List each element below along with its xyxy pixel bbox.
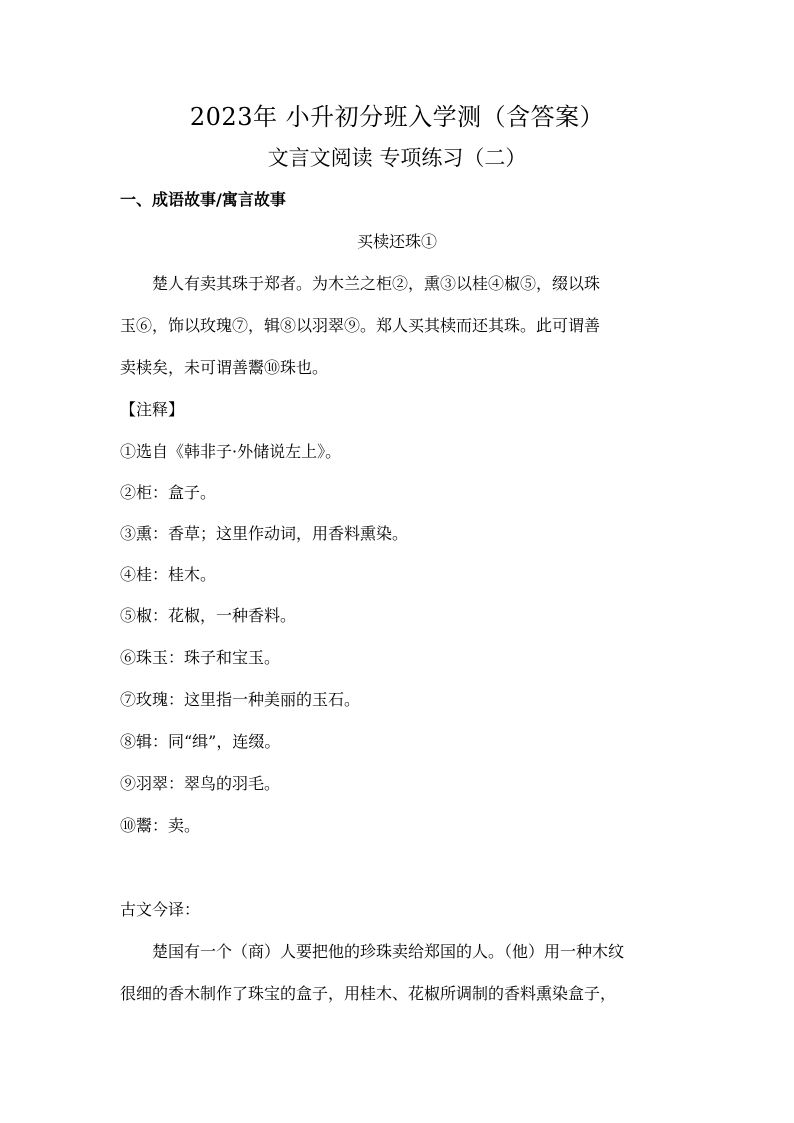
- translation-heading: 古文今译：: [120, 900, 201, 919]
- note-item: ④桂：桂木。: [120, 565, 217, 584]
- note-item: ⑨羽翠：翠鸟的羽毛。: [120, 774, 281, 793]
- story-line: 楚人有卖其珠于郑者。为木兰之柜②，熏③以桂④椒⑤，缀以珠: [152, 274, 601, 293]
- note-item: ⑧辑：同“缉”，连缀。: [120, 732, 281, 751]
- story-title: 买椟还珠①: [356, 232, 437, 251]
- note-item: ①选自《韩非子·外储说左上》。: [120, 442, 342, 461]
- translation-line: 楚国有一个（商）人要把他的珍珠卖给郑国的人。（他）用一种木纹: [152, 942, 625, 961]
- section-heading: 一、成语故事/寓言故事: [120, 190, 286, 209]
- story-line: 卖椟矣，未可谓善鬻⑩珠也。: [120, 358, 329, 377]
- translation-line: 很细的香木制作了珠宝的盒子，用桂木、花椒所调制的香料熏染盒子，: [120, 984, 617, 1003]
- page-title: 2023年 小升初分班入学测（含答案）: [189, 103, 605, 131]
- page-subtitle: 文言文阅读 专项练习（二）: [267, 146, 527, 170]
- note-item: ⑥珠玉：珠子和宝玉。: [120, 648, 281, 667]
- notes-heading: 【注释】: [120, 400, 185, 419]
- note-item: ③熏：香草；这里作动词，用香料熏染。: [120, 524, 409, 543]
- note-item: ②柜：盒子。: [120, 483, 217, 502]
- note-item: ⑦玫瑰：这里指一种美丽的玉石。: [120, 690, 361, 709]
- note-item: ⑤椒：花椒，一种香料。: [120, 606, 297, 625]
- story-line: 玉⑥，饰以玫瑰⑦，辑⑧以羽翠⑨。郑人买其椟而还其珠。此可谓善: [120, 316, 601, 335]
- note-item: ⑩鬻：卖。: [120, 816, 201, 835]
